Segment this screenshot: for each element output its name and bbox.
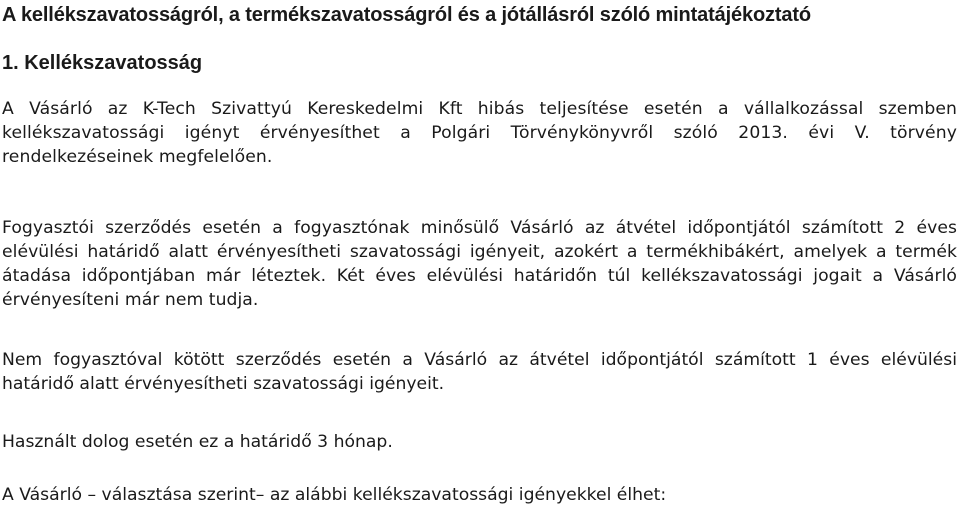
paragraph: A Vásárló – választása szerint– az alábbi kellékszavatossági igényekkel élhet: [2, 485, 667, 505]
paragraph: A Vásárló az K-Tech Szivattyú Kereskedelmi Kft hibás teljesítése esetén a vállalkozással szemben kellékszavatossági igényt érvényesíthet a Polgári Törvénykönyvről szóló 2013. évi V. törvény rendelkezéseinek megfelelően. [2, 99, 957, 167]
paragraph: Használt dolog esetén ez a határidő 3 hónap. [2, 432, 393, 452]
paragraph: Fogyasztói szerződés esetén a fogyasztónak minősülő Vásárló az átvétel időpontjától számított 2 éves elévülési határidő alatt érvényesítheti szavatossági igényeit, azokért a termékhibákért, amelyek a termék átadása időpontjában már léteztek. Két éves elévülési határidőn túl kellékszavatossági jogait a Vásárló érvényesíteni már nem tudja. [2, 218, 957, 310]
section-heading: 1. Kellékszavatosság [2, 52, 203, 74]
document-title: A kellékszavatosságról, a termékszavatosságról és a jótállásról szóló mintatájékoztató [2, 4, 811, 26]
paragraph: Nem fogyasztóval kötött szerződés esetén a Vásárló az átvétel időpontjától számított 1 éves elévülési határidő alatt érvényesítheti szavatossági igényeit. [2, 350, 957, 394]
